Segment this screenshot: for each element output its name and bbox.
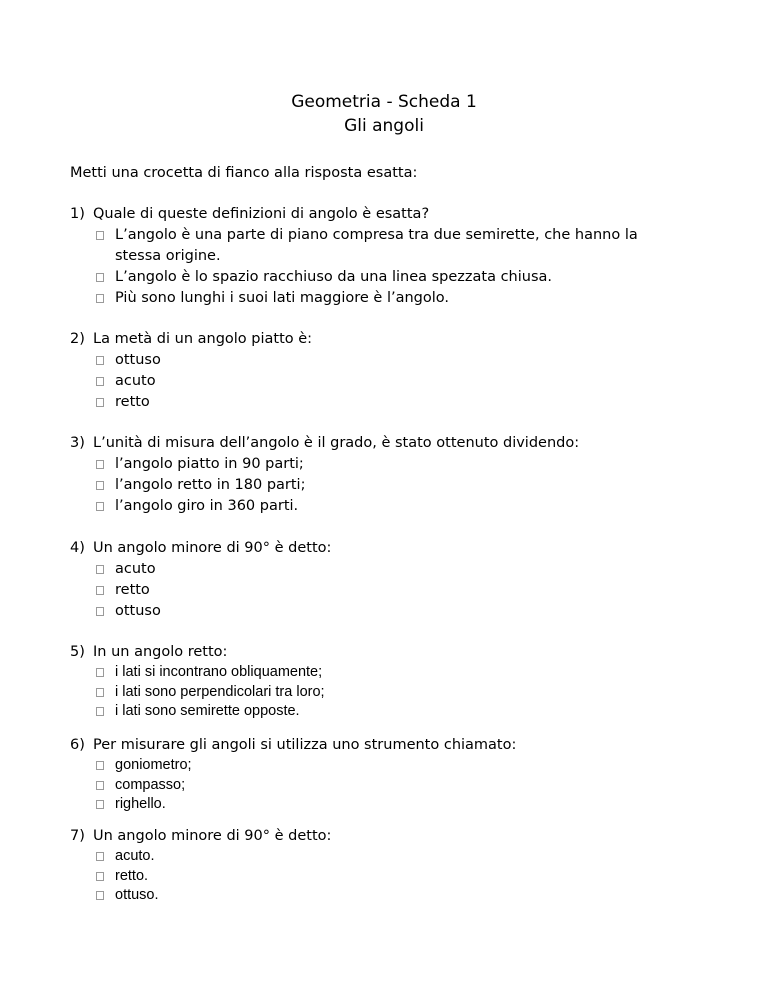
option-label: l’angolo giro in 360 parti. <box>115 498 299 514</box>
option-label: L’angolo è una parte di piano compresa tra due semirette, che hanno la stessa origine. <box>115 227 638 264</box>
checkbox[interactable] <box>96 294 104 303</box>
page-title: Geometria - Scheda 1 <box>291 92 477 112</box>
question-number: 3) <box>70 435 85 451</box>
checkbox[interactable] <box>96 707 104 716</box>
question-text: Un angolo minore di 90° è detto: <box>93 540 332 556</box>
question-3 <box>70 433 690 517</box>
checkbox[interactable] <box>96 688 104 697</box>
option-label: l’angolo piatto in 90 parti; <box>115 456 304 472</box>
checkbox[interactable] <box>96 586 104 595</box>
option-label: compasso; <box>115 776 186 793</box>
checkbox[interactable] <box>96 668 104 677</box>
option-label: ottuso. <box>115 887 159 903</box>
answer-option <box>70 454 690 475</box>
question-1 <box>70 204 690 309</box>
answer-option <box>70 886 690 906</box>
question-number: 7) <box>70 828 85 844</box>
option-label: ottuso <box>115 352 161 368</box>
answer-option <box>70 756 690 776</box>
option-label: retto <box>115 394 150 410</box>
question-4 <box>70 538 690 622</box>
question-number: 6) <box>70 737 85 753</box>
answer-option <box>70 225 690 267</box>
page-subtitle: Gli angoli <box>344 116 424 136</box>
option-label: acuto. <box>115 848 155 864</box>
question-text: In un angolo retto: <box>93 644 228 660</box>
checkbox[interactable] <box>96 872 104 881</box>
answer-option <box>70 288 690 309</box>
answer-option <box>70 847 690 867</box>
answer-option <box>70 702 690 722</box>
option-label: retto. <box>115 867 149 884</box>
option-label: i lati sono semirette opposte. <box>115 703 300 719</box>
question-text: Un angolo minore di 90° è detto: <box>93 828 332 844</box>
question-number: 2) <box>70 331 85 347</box>
question-5 <box>70 642 690 722</box>
checkbox[interactable] <box>96 481 104 490</box>
checkbox[interactable] <box>96 852 104 861</box>
option-label: L’angolo è lo spazio racchiuso da una linea spezzata chiusa. <box>115 269 553 285</box>
question-text: Per misurare gli angoli si utilizza uno strumento chiamato: <box>93 737 517 753</box>
answer-option <box>70 496 690 517</box>
answer-option <box>70 580 690 601</box>
question-number: 1) <box>70 206 85 222</box>
option-label: ottuso <box>115 603 161 619</box>
option-label: l’angolo retto in 180 parti; <box>115 477 306 493</box>
option-label: i lati si incontrano obliquamente; <box>115 664 323 680</box>
checkbox[interactable] <box>96 800 104 809</box>
question-7 <box>70 826 690 906</box>
option-label: i lati sono perpendicolari tra loro; <box>115 683 325 700</box>
option-label: acuto <box>115 561 156 577</box>
option-label: righello. <box>115 796 166 812</box>
answer-option <box>70 867 690 887</box>
instructions: Metti una crocetta di fianco alla risposta esatta: <box>70 165 418 181</box>
checkbox[interactable] <box>96 398 104 407</box>
question-text: L’unità di misura dell’angolo è il grado, è stato ottenuto dividendo: <box>93 435 580 451</box>
checkbox[interactable] <box>96 460 104 469</box>
answer-option <box>70 663 690 683</box>
checkbox[interactable] <box>96 273 104 282</box>
answer-option <box>70 601 690 622</box>
checkbox[interactable] <box>96 502 104 511</box>
option-label: Più sono lunghi i suoi lati maggiore è l’angolo. <box>115 290 449 306</box>
question-6 <box>70 735 690 815</box>
checkbox[interactable] <box>96 231 104 240</box>
option-label: acuto <box>115 373 156 389</box>
checkbox[interactable] <box>96 607 104 616</box>
checkbox[interactable] <box>96 781 104 790</box>
answer-option <box>70 267 690 288</box>
question-number: 5) <box>70 644 85 660</box>
question-2 <box>70 329 690 413</box>
answer-option <box>70 350 690 371</box>
answer-option <box>70 795 690 815</box>
checkbox[interactable] <box>96 761 104 770</box>
checkbox[interactable] <box>96 356 104 365</box>
answer-option <box>70 371 690 392</box>
checkbox[interactable] <box>96 565 104 574</box>
option-label: goniometro; <box>115 757 192 773</box>
answer-option <box>70 392 690 413</box>
answer-option <box>70 776 690 796</box>
checkbox[interactable] <box>96 377 104 386</box>
answer-option <box>70 683 690 703</box>
option-label: retto <box>115 582 150 598</box>
question-number: 4) <box>70 540 85 556</box>
question-text: La metà di un angolo piatto è: <box>93 331 313 347</box>
checkbox[interactable] <box>96 891 104 900</box>
question-text: Quale di queste definizioni di angolo è esatta? <box>93 206 430 222</box>
answer-option <box>70 475 690 496</box>
answer-option <box>70 559 690 580</box>
